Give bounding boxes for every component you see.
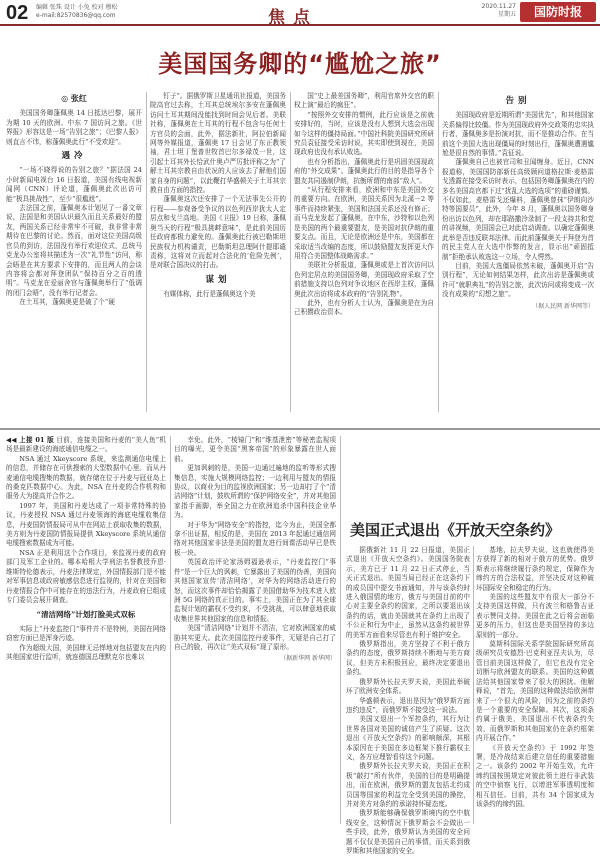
- paragraph: 美联社分析报道，蓬佩奥或是上首次访问以色列定居点的美国国务卿，美国现政府采取了空前措施支持以色列对争议地区在西岸主权，蓬佩奥此次出访将成本政府的“告别礼物”。: [294, 261, 434, 298]
- continued-label: ◀◀ 上接 01 版: [6, 436, 54, 444]
- paragraph: “从行程安排来看，欧洲和中东是美国外交的重要方向。在欧洲，美国关系因为北溪－2 等事件而持续紧张，美国和法国关系还没有修正；而马克龙发起了蓬佩奥，在中东，沙特和以色列是美国的两个最重要盟友，是美国对抗伊朗的重要支点。而且，无论是欧洲还是中东，美国都在采取适当改编的态度，所以鼓励盟友发挥更大作用符合美国整体战略需求。”: [294, 186, 434, 260]
- section-divider: [0, 428, 600, 430]
- subheading-mouhua: 谋划: [205, 274, 231, 285]
- paragraph: 钉子”。据俄罗斯卫星通讯社报道，美国务院高官过去称，土耳其总统埃尔多安在蓬佩奥访问土耳其期间没能找到时间会见后者。美联社称，蓬佩奥在土耳其的行程不包含与任何土方官员的会面，此外，据法新社，阿拉伯新闻网等外媒报道，蓬佩奥 17 日会见了东正教领袖，君士坦丁堡普世牧首巴尔多禄茂一世，这引起土耳其外长恰武什奥卢严厉批评称之为“了解土耳其宗教自由状况的人应该去了解他们国家自身的问题”，以此鞭打华盛顿关于土耳其宗教自由方面的指控。: [150, 92, 286, 195]
- paragraph: 目前，美国大选僵局依然未破，蓬佩奥开启“告别行程”，无论如何结果怎样，此次出访是蓬佩奥或许可“就职典礼”的告别之旅，此次访问或将变成一次没有成果的“幻想之旅”。: [442, 261, 594, 299]
- paragraph: 美国国务卿蓬佩奥 14 日抵达巴黎，展开为期 10 天的欧洲、中东 7 国访问之旅。《世界报》形容这是一场“告别之旅”；《巴黎人报》则直言不讳，称蓬佩奥此行“不受欢迎”。: [6, 109, 142, 146]
- article1-headline: 美国国务卿的“尴尬之旅”: [158, 50, 442, 78]
- paragraph: 美国的这些盟友中有很大一部分不支持美国这样做，只有波兰和格鲁吉亚表示赞同支持。美国在此之后将会面临更多的压力，但这也是美国坚持的多边原则的一部分。: [476, 593, 594, 639]
- paragraph: 国“史上最差国务卿”，利用官席外交官的职权上演“最后的疯狂”。: [294, 92, 434, 110]
- column-divider: [340, 436, 341, 824]
- section-name: 焦点: [268, 8, 318, 28]
- column-divider: [146, 92, 147, 412]
- article3-headline: 美国正式退出《开放天空条约》: [350, 521, 561, 539]
- paragraph: 去法国之前，蓬佩奥本计划见了一番文章说，法国是和美国认识最久而且关系最好的盟友，两国关系已经非常牢不可破，我非常非常期待在巴黎的讨论。然而，面对这位美国高级官员的到访，法国没有举行欢迎仪式，总统马克龙办公室将其描述为一次“礼节性”访问，称会晤是在其方要求下安排的，而且两人的会谈内容将会都对拜登团队“保持百分之百的透明”。马克龙在爱丽舍宫与蓬佩奥举行了“低调的闭门会晤”，没有举行记者会。: [6, 204, 142, 297]
- column-divider: [170, 436, 171, 824]
- paragraph: ◀◀ 上接 01 版 目前，连接美国和丹麦的“美人鱼”机场是最新建设的海底通信电缆之一。: [6, 436, 166, 454]
- paragraph: NSA 通过 Xkeyscore 系统，来监测通信电缆上的信息，并储存在可供搜索的大型数据中心里。而从丹麦通信电缆搜集的数据，就存储在位于丹麦与冠亚岛上的桑克匹数据中心。为此，NSA 在丹麦的合作机构和服务大为提高并合作之。: [6, 454, 166, 501]
- paragraph: 实际上“丹麦监控门”事件并不是特例，美国在网络窃密方面已是浑身污迹。: [6, 624, 166, 643]
- paragraph: 据俄新社 11 月 22 日报道，美国正式退出《开放天空条约》。美国国务院表示，美方已于 11 月 22 日正式停止，当天正式退出。美国当局已经正在这条约下的成员国中提交书面通知，并与该条约时进入俄国情的地方，俄方与美国目前的中心对主要全条约的国家，之所以要退出该条约的话，就由美国就其在条约上出现了不公正和行为中止，虽然从这条约被世界的美军方面看来尽管也有利于维护安全。: [346, 546, 470, 639]
- subheading-yuleng: 遇冷: [61, 151, 87, 162]
- paragraph: 俄罗斯外长拉夫罗夫说，美国此举破坏了欧洲安全体系。: [346, 677, 470, 696]
- subheading-gaobie: 告别: [505, 96, 531, 106]
- issue-date: 2020.11.27 星期五: [481, 3, 516, 18]
- paragraph: 英国政治评论家汤姆福逊表示，“丹麦监控门”事件“是一个巨大的讽刺，它暴露出了美国的伪善，美国向其他国家宣传‘清洁网络’，对华为的网络活动进行的怒，而这次事件却恰恰揭露了美国借助华为技术进入欧洲 5G 网络的真正目的。事实上，美国正在为了其全球监视计划的霸权不受约束，不受挑战，可以肆意地获取收集世界其他国家的信息和情报。: [174, 558, 336, 623]
- paragraph: 基地，拉夫罗夫说，这也就使得美方获得了新的相对于俄方的优势。俄罗斯表示将继续履行条约规定，保障作为缔约方的合法权益，并坚决反对这种破坏国际安全和稳定的行为。: [476, 546, 594, 592]
- article1-column-4: [442, 92, 594, 414]
- paragraph: 在土耳其，蓬佩奥更是破了个“硬: [19, 298, 115, 307]
- paragraph: 蓬佩奥自己也被官司和丑闻缠身。近日，CNN 报道称，美国国防部新任高级顾问道格拉斯·麦格雷戈透露在接受采访时表示，包括国务卿蓬佩奥在内的多名美国高官都下过“扰乱大选的选项”的重磅谨慎。不仅如此，麦格雷戈还爆料，蓬佩奥曾抹“伊朗向沙特等国要员”，此外，今年 8 月，蓬佩奥以国务卿身份出访以色列，却在耶路撒冷录制了一段支持共和党的讲视频，美国国会已对此启动调查。以确定蓬佩奥此举是否违反联邦法律。而此前蓬佩奥关于拜登为首的民主党人在大选中作弊的发言，显示出“顽固抵制”拒绝承认败选这一立场，令人愕然。: [442, 158, 594, 261]
- article3-column-1: [346, 546, 470, 855]
- paragraph: “按照外交安排的惯例，此行应该是之前就安排好的，当时，应该是没有人想到大选会出现如今这样的僵持局面。”中国社科院美国研究所研究员袁征接受采访时说，其实即使到现在，美国现政府也没有承认败选。: [294, 110, 434, 157]
- paragraph: “一场不晓得说的告别之旅？”据法国 24 小时新闻电视台 16 日报道，美国有线电视新闻网（CNN）评论道，蓬佩奥此次出访可能“极具挑战性”，至少“很尴尬”。: [6, 166, 142, 203]
- paragraph: 莫斯科国际关系学院国际研究所高级研究员安德烈·巴克利亚涅夫认为，尽管目前美国这样做了，但它也没有完全切断与欧洲盟友的联系。美国的这种做法给其他国家带来了很大的困扰。他解释说，“首先，美国的这种做法给欧洲带来了一个很大的风险，因为之前的条约是一个重要的安全保障。其次，这项条约属于俄美，美国退出不代表条约失效，而俄罗斯和其他国家仍在条约框架内开展合作。”: [476, 640, 594, 743]
- article3-column-2: [476, 546, 594, 824]
- article2-source: （据新华网 新华网）: [280, 655, 336, 663]
- column-divider: [473, 546, 474, 824]
- paragraph: 俄罗斯能够确保俄罗斯境内的空中航线安全，这种情况下俄罗斯会不会做出一些手段，此外，俄罗斯认为美国的安全问题不仅仅是美国自己的事情，而关系到俄罗斯和其他国家的安全。: [346, 809, 470, 855]
- article1-byline: ◎ 张红: [61, 93, 87, 103]
- paragraph: 有媒体称，此行是蓬佩奥这个美: [163, 290, 256, 299]
- article1-column-2: [150, 92, 286, 414]
- paragraph: 幸免。此外，“棱镜门”和“维基泄密”等秘密监视项目的曝光，更令美国“黑客帝国”的形象暴露在世人面前。: [174, 436, 336, 463]
- article1-source: （据人民网 新华网等）: [532, 302, 594, 310]
- paragraph: 美国现政府是近期所谓“美国优先”，和其他国家关系偏得比较僵。作为美国现政府外交政策的忠实执行者，蓬佩奥多是扮演对抗，而不是推动合作。在当前这个美国大选出现僵局的时刻出行，蓬佩奥遭遇尴尬是很自然的事情。”袁征说。: [442, 111, 594, 158]
- page-number: 02: [6, 2, 29, 24]
- paragraph: 俄罗斯外长拉夫罗夫说，美国正在积极“敲打”所有伙伴，美国的目的是明确提出，而在欧洲，俄罗斯的盟友包括北约成员国等国家的利益完全受到美国的操控，并对美方对条约的承诺持怀疑态度。: [346, 762, 470, 808]
- paragraph: 蓬佩奥这次还安排了一个无法事先公开的行程——参观备受争议的以色列西岸犹太人定居点和戈兰高地。美国《卫报》19 日称，蓬佩奥当天的行程“极具挑衅意味”，是此前美国历任政府都极力避免的。蓬佩奥此行被巴勒斯坦民族权力机构谴责，巴勒斯坦总理阿什提耶谴责称，这将对立而起对合法化的‘危险先例’，是对联合国决议的打击。: [150, 195, 286, 270]
- article1-column-3: [294, 92, 434, 414]
- paragraph: 《开放天空条约》于 1992 年签署，是冷战结束后建立信任的重要措施之一。该条约 2002 年开始生效，允许缔约国按照规定对彼此领土进行非武装的空中侦察飞行，以增进军事透明度和相互信任。目前，共有 34 个国家成为该条约的缔约国。: [476, 743, 594, 808]
- paragraph: 作为超级大国，美国肆无忌惮地对包括盟友在内的其他国家进行监听，就连德国总理默克尔也难以: [6, 643, 166, 661]
- paragraph: 更加讽刺的是，美国一边通过遍地的监听等形式搜集信息，实施大规模网络监控；一边利用与盟友的情报协议，以商业为目的监视欧洲国家；另一边却打了个“清洁网络”计划，鼓吹所谓的“保护网络安全”，并对其他国家指手画脚，举全国之力在欧洲追杀中国科技企业华为。: [174, 464, 336, 520]
- paragraph: 俄罗斯指出，美方坚持了不利于俄方条约的态度，俄罗斯持续不断地与美方商议，但美方未积极回应，最终决定要退出条约。: [346, 640, 470, 677]
- article2-column-2: [174, 436, 336, 824]
- article2-subheading: “清洁网络”计划打脸美式双标: [36, 610, 136, 620]
- paragraph: 对于华为“网络安全”的指控，迄今为止，美国全都拿不出证据，相反的是，美国在 2013 年起通过通信网络对其他国家非法是美国的盟友进行间谍活动早已是铁板一块。: [174, 520, 336, 557]
- article1-column-1: [6, 92, 142, 414]
- newspaper-logo: 国防时报: [520, 2, 596, 22]
- paragraph: 1997 年，美国和丹麦达成了一项非常特殊的协议，丹麦授权 NSA 通过丹麦领海的海底电缆收集信息，丹麦国防情报局可从中在网站上获取收集的数据，美方则为丹麦国防情报局提供 Xkeyscore 系统从通信电缆搜索数据成为可能。: [6, 501, 166, 548]
- column-divider: [290, 92, 291, 412]
- paragraph: 此外，也有分析人士认为，蓬佩奥是在为自己积攒政治资本。: [294, 298, 434, 317]
- paragraph: 美国“清洁网络”计划并不清洁，它对欧洲国家的威胁其实更大。此次美国监控丹麦事件，无疑是自己打了自己的脸，再次让“美式双标”现了原形。: [174, 624, 336, 651]
- editor-meta: 编辑 张珠 设计 小兔 校对 穆松 e-mail:82570836@qq.com: [36, 4, 118, 19]
- page-header: [0, 0, 600, 26]
- column-divider: [438, 92, 439, 412]
- paragraph: 美国又退出一个军控条约，其行为让世界各国对美国的诚信产生了质疑。这次退出《开放天空条约》的影响颇深，其根本原因在于美国在多边框架下推行霸权主义，各方应理智看待这个问题。: [346, 715, 470, 761]
- paragraph: 也有分析指出，蓬佩奥此行是巩固美国现政府的“外交成果”。蓬佩奥此行的目的是指导各个盟友共同遏制伊朗，抗衡所谓的南部“敌人”。: [294, 157, 434, 185]
- paragraph: 华盛顿表示，退出是因为“俄罗斯方面违约违反”，而俄罗斯不接受这一说法。: [346, 696, 470, 714]
- paragraph: NSA 正是利用这个合作项目，来监视丹麦的政府部门及军工企业的。哪本哈根大学刑法名誉教授乔恩·维斯特伦德表示，丹麦法律规定，外国情报部门是不能对军事信息或政府敏感信息进行监视的，针对在美国和丹麦情报合作中可能存在的违法行为，丹麦政府已组成专门委员会展开调查。: [6, 548, 166, 604]
- article2-column-1: [6, 436, 166, 824]
